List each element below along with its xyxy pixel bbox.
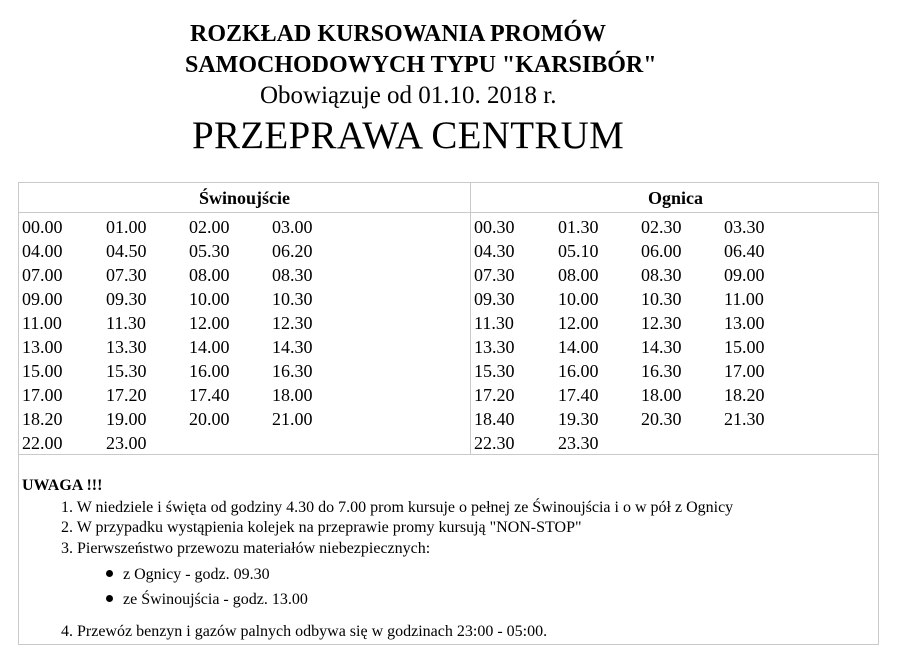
departure-time: 06.40 [724, 241, 765, 261]
departure-time: 11.30 [106, 313, 146, 333]
departure-time: 09.30 [474, 289, 515, 309]
column-header-ognica: Ognica [647, 188, 703, 208]
departure-time: 10.30 [641, 289, 682, 309]
title-line-1: ROZKŁAD KURSOWANIA PROMÓW [190, 21, 607, 47]
departure-time: 22.30 [474, 433, 515, 453]
departure-time: 21.30 [724, 409, 765, 429]
departure-time: 18.20 [22, 409, 63, 429]
departure-time: 13.30 [474, 337, 515, 357]
departure-time: 20.00 [189, 409, 230, 429]
departure-time: 11.00 [724, 289, 764, 309]
departure-time: 06.20 [272, 241, 313, 261]
departure-time: 13.00 [22, 337, 63, 357]
departure-time: 09.00 [724, 265, 765, 285]
column-divider [470, 183, 471, 454]
bullet-item-1 [106, 565, 270, 585]
bullet-dot-icon [106, 595, 113, 602]
departure-time: 15.30 [106, 361, 147, 381]
departure-time: 01.00 [106, 217, 147, 237]
departure-time: 12.30 [641, 313, 682, 333]
departure-time: 14.30 [272, 337, 313, 357]
departure-time: 15.30 [474, 361, 515, 381]
departure-time: 07.30 [106, 265, 147, 285]
departure-time: 09.00 [22, 289, 63, 309]
departure-time: 07.30 [474, 265, 515, 285]
departure-time: 17.40 [558, 385, 599, 405]
departure-time: 18.00 [272, 385, 313, 405]
departure-time: 16.00 [189, 361, 230, 381]
departure-time: 15.00 [724, 337, 765, 357]
valid-from: Obowiązuje od 01.10. 2018 r. [260, 82, 557, 109]
header-separator [19, 212, 878, 213]
departure-time: 21.00 [272, 409, 313, 429]
departure-time: 23.30 [558, 433, 599, 453]
departure-time: 10.30 [272, 289, 313, 309]
departure-time: 14.30 [641, 337, 682, 357]
bullet-text-2: ze Świnoujścia - godz. 13.00 [123, 591, 308, 608]
note-4: 4. Przewóz benzyn i gazów palnych odbywa się w godzinach 23:00 - 05:00. [61, 623, 548, 640]
departure-time: 17.00 [22, 385, 63, 405]
departure-time: 04.50 [106, 241, 147, 261]
departure-time: 16.00 [558, 361, 599, 381]
bullet-item-2 [106, 590, 308, 610]
departure-time: 11.30 [474, 313, 514, 333]
departure-time: 14.00 [189, 337, 230, 357]
departure-time: 04.30 [474, 241, 515, 261]
departure-time: 06.00 [641, 241, 682, 261]
departure-time: 14.00 [558, 337, 599, 357]
departure-time: 04.00 [22, 241, 63, 261]
departure-time: 19.00 [106, 409, 147, 429]
departure-time: 08.00 [558, 265, 599, 285]
departure-time: 13.00 [724, 313, 765, 333]
bullet-text-1: z Ognicy - godz. 09.30 [123, 566, 270, 583]
departure-time: 22.00 [22, 433, 63, 453]
departure-time: 12.00 [189, 313, 230, 333]
departure-time: 12.00 [558, 313, 599, 333]
note-1: 1. W niedziele i święta od godziny 4.30 do 7.00 prom kursuje o pełnej ze Świnoujścia i o w pół z Ognicy [61, 499, 734, 516]
departure-time: 10.00 [558, 289, 599, 309]
departure-time: 08.00 [189, 265, 230, 285]
departure-time: 00.30 [474, 217, 515, 237]
departure-time: 18.00 [641, 385, 682, 405]
departure-time: 18.40 [474, 409, 515, 429]
departure-time: 08.30 [272, 265, 313, 285]
departure-time: 02.30 [641, 217, 682, 237]
column-header-swinoujscie: Świnoujście [198, 188, 290, 208]
departure-time: 16.30 [272, 361, 313, 381]
departure-time: 23.00 [106, 433, 147, 453]
departure-time: 10.00 [189, 289, 230, 309]
departure-time: 03.00 [272, 217, 313, 237]
title-line-2: SAMOCHODOWYCH TYPU "KARSIBÓR" [185, 52, 657, 78]
departure-time: 19.30 [558, 409, 599, 429]
departure-time: 17.20 [106, 385, 147, 405]
departure-time: 17.40 [189, 385, 230, 405]
note-2: 2. W przypadku wystąpienia kolejek na przeprawie promy kursują "NON-STOP" [61, 519, 582, 536]
schedule-table [18, 182, 879, 645]
notes-separator [19, 454, 878, 455]
departure-time: 02.00 [189, 217, 230, 237]
departure-time: 05.30 [189, 241, 230, 261]
departure-time: 07.00 [22, 265, 63, 285]
departure-time: 13.30 [106, 337, 147, 357]
note-3: 3. Pierwszeństwo przewozu materiałów niebezpiecznych: [61, 540, 431, 557]
departure-time: 01.30 [558, 217, 599, 237]
departure-time: 17.00 [724, 361, 765, 381]
departure-time: 00.00 [22, 217, 63, 237]
departure-time: 03.30 [724, 217, 765, 237]
departure-time: 08.30 [641, 265, 682, 285]
crossing-name: PRZEPRAWA CENTRUM [192, 114, 625, 157]
departure-time: 18.20 [724, 385, 765, 405]
departure-time: 11.00 [22, 313, 62, 333]
departure-time: 16.30 [641, 361, 682, 381]
departure-time: 09.30 [106, 289, 147, 309]
bullet-dot-icon [106, 570, 113, 577]
notes-heading: UWAGA !!! [22, 477, 103, 494]
departure-time: 20.30 [641, 409, 682, 429]
departure-time: 12.30 [272, 313, 313, 333]
departure-time: 15.00 [22, 361, 63, 381]
departure-time: 17.20 [474, 385, 515, 405]
departure-time: 05.10 [558, 241, 599, 261]
